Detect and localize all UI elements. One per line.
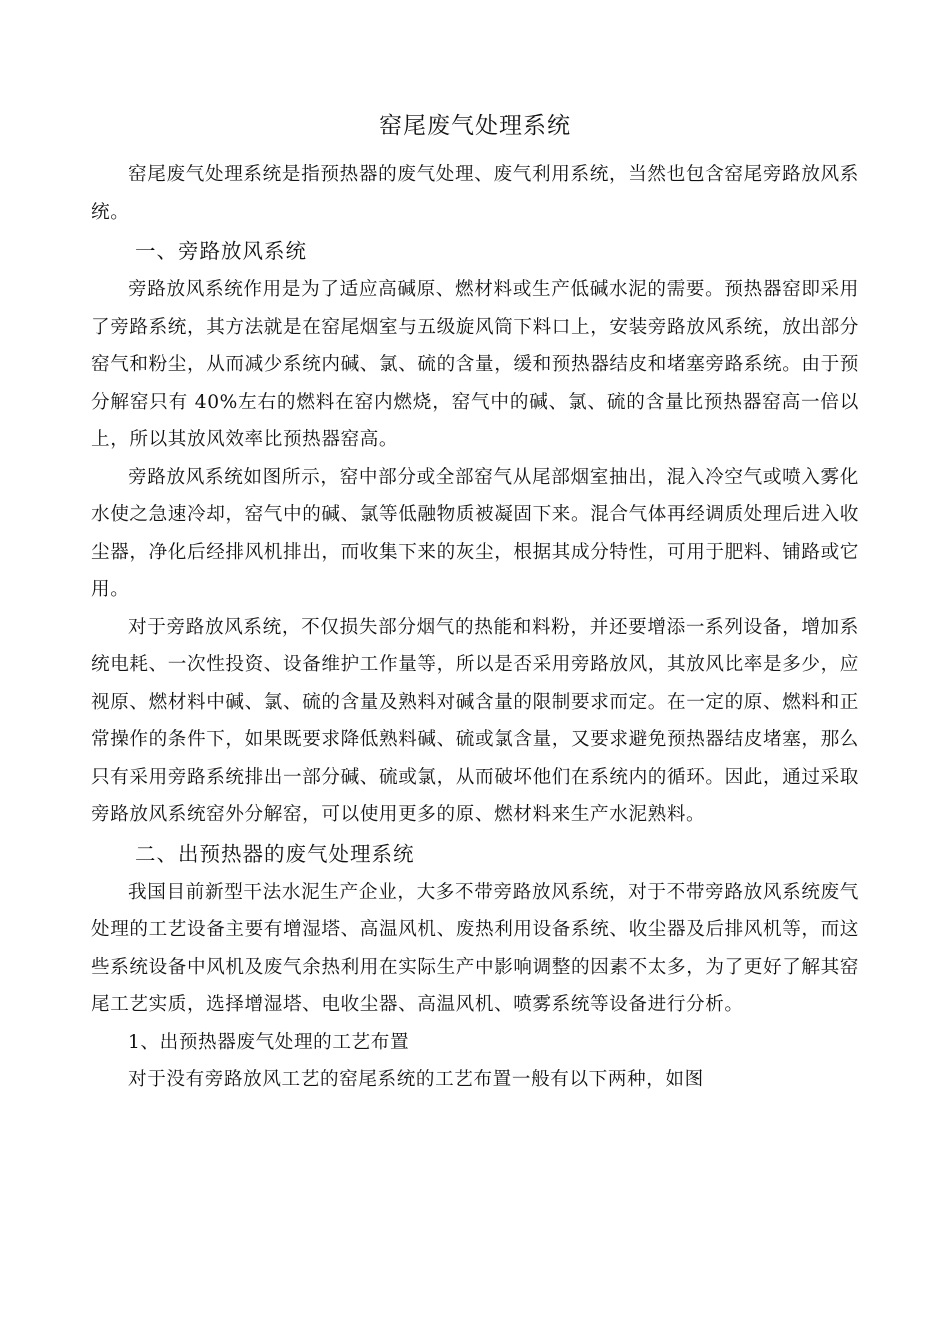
intro-paragraph: 窑尾废气处理系统是指预热器的废气处理、废气利用系统，当然也包含窑尾旁路放风系统。 (91, 164, 859, 223)
section-1-paragraph-2: 旁路放风系统如图所示，窑中部分或全部窑气从尾部烟室抽出，混入冷空气或喷入雾化水使之急速冷却，窑气中的碱、氯等低融物质被凝固下来。混合气体再经调质处理后进入收尘器，净化后经排风机排出，而收集下来的灰尘，根据其成分特性，可用于肥料、铺路或它用。 (91, 466, 859, 600)
section-2-heading: 二、出预热器的废气处理系统 (135, 841, 415, 866)
section-1-heading: 一、旁路放风系统 (135, 239, 307, 263)
document-body (91, 104, 859, 1099)
section-1-paragraph-3: 对于旁路放风系统，不仅损失部分烟气的热能和料粉，并还要增添一系列设备，增加系统电耗、一次性投资、设备维护工作量等，所以是否采用旁路放风，其放风比率是多少，应视原、燃材料中碱、氯、硫的含量及熟料对碱含量的限制要求而定。在一定的原、燃料和正常操作的条件下，如果既要求降低熟料碱、硫或氯含量，又要求避免预热器结皮堵塞，那么只有采用旁路系统排出一部分碱、硫或氯，从而破坏他们在系统内的循环。因此，通过采取旁路放风系统窑外分解窑，可以使用更多的原、燃材料来生产水泥熟料。 (91, 616, 859, 825)
document-title: 窑尾废气处理系统 (379, 113, 571, 139)
section-2-subheading: 1、出预热器废气处理的工艺布置 (128, 1031, 410, 1053)
section-2-paragraph-1: 我国目前新型干法水泥生产企业，大多不带旁路放风系统，对于不带旁路放风系统废气处理的工艺设备主要有增湿塔、高温风机、废热利用设备系统、收尘器及后排风机等，而这些系统设备中风机及废气余热利用在实际生产中影响调整的因素不太多，为了更好了解其窑尾工艺实质，选择增湿塔、电收尘器、高温风机、喷雾系统等设备进行分析。 (91, 881, 859, 1015)
section-1-paragraph-1: 旁路放风系统作用是为了适应高碱原、燃材料或生产低碱水泥的需要。预热器窑即采用了旁路系统，其方法就是在窑尾烟室与五级旋风筒下料口上，安装旁路放风系统，放出部分窑气和粉尘，从而减少系统内碱、氯、硫的含量，缓和预热器结皮和堵塞旁路系统。由于预分解窑只有 40%左右的燃料在窑内燃烧，窑气中的碱、氯、硫的含量比预热器窑高一倍以上，所以其放风效率比预热器窑高。 (91, 279, 859, 450)
section-2-closing-paragraph: 对于没有旁路放风工艺的窑尾系统的工艺布置一般有以下两种，如图 (128, 1069, 704, 1090)
